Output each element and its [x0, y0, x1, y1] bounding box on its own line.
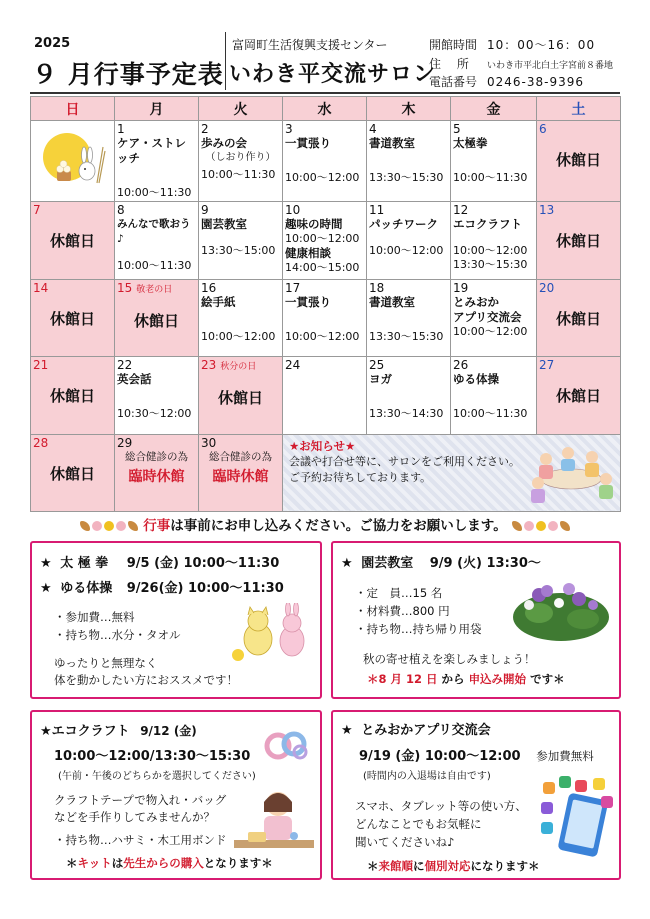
banner-advance: 事前にお申し込み	[183, 518, 292, 534]
day-cell-7	[31, 202, 115, 280]
day-number: 4	[369, 122, 377, 136]
event-name: ヨガ	[369, 372, 392, 387]
day-cell-2	[199, 121, 283, 202]
day-cell-1	[115, 121, 199, 202]
foot-suffix: になります＊	[470, 859, 540, 873]
day-number: 28	[33, 435, 49, 450]
app-date: 9/19 (金) 10:00〜12:00	[359, 749, 521, 764]
day-cell-4	[367, 121, 451, 202]
eco-msg-2: などを手作りしてみませんか？	[54, 810, 215, 824]
address-label: 住 所	[429, 57, 469, 71]
taikyoku-items: ・持ち物…水分・タオル	[54, 628, 181, 642]
day-cell-21	[31, 357, 115, 435]
foot-particle: に	[413, 859, 425, 873]
taikyoku-date: 9/5 (金) 10:00〜11:30	[126, 556, 280, 571]
event-name-2: アプリ交流会	[453, 309, 522, 324]
event-name: 太極拳	[453, 136, 488, 150]
eco-msg-1: クラフトテープで物入れ・バッグ	[54, 793, 227, 807]
day-number: 5	[453, 122, 461, 136]
engei-msg: 秋の寄せ植えを楽しみましょう！	[363, 652, 536, 666]
foot-arrival-order: 来館順	[378, 859, 413, 873]
closed-label: 休館日	[555, 151, 601, 169]
star-icon: ★	[341, 723, 353, 738]
craft-tape-icon	[264, 730, 310, 760]
closed-label: 休館日	[49, 464, 95, 483]
taikyoku-line	[40, 555, 279, 573]
app-name: とみおかアプリ交流会	[361, 723, 491, 738]
event-time: 13:30〜15:30	[369, 171, 444, 184]
week-row	[31, 434, 621, 512]
app-note: (時間内の入退場は自由です)	[363, 771, 491, 782]
day-number: 24	[285, 358, 301, 373]
acorn-icon	[80, 521, 90, 531]
day-cell-23	[199, 357, 283, 435]
weekday-fri: 金	[451, 97, 537, 121]
meeting-people-icon	[526, 441, 616, 505]
salon-name: いわき平交流サロン	[229, 62, 437, 87]
apply-date: 8 月 12 日	[378, 672, 438, 686]
moon-icon	[104, 521, 114, 531]
moon-rabbit-icon	[39, 127, 109, 191]
banner-rest: ください。ご協力をお願いします。	[291, 518, 507, 534]
day-number: 13	[539, 203, 555, 217]
day-cell-11	[367, 202, 451, 280]
rabbit-icon	[524, 521, 534, 531]
day-number: 27	[539, 358, 555, 373]
day-number: 26	[453, 358, 469, 373]
event-name: 書道教室	[369, 136, 415, 150]
day-cell-17	[283, 279, 367, 357]
app-msg-3: 聞いてくださいね♪	[355, 835, 455, 849]
day-number: 3	[285, 122, 293, 136]
phone-value: 0246-38-9396	[487, 75, 585, 89]
day-number: 20	[539, 280, 555, 295]
smartphone-apps-icon	[539, 774, 615, 858]
event-time: 10:00〜11:30	[201, 168, 276, 181]
apply-prefix: ＊	[367, 672, 379, 686]
address-row	[429, 55, 613, 72]
event-time: 10:00〜12:00	[285, 329, 360, 343]
taikyoku-fee: ・参加費…無料	[54, 610, 135, 624]
event-name-2: 健康相談	[285, 246, 331, 260]
eco-time: 10:00〜12:00/13:30〜15:30	[54, 749, 251, 764]
day-number: 12	[453, 203, 469, 217]
star-icon: ★	[341, 556, 353, 571]
kit-prefix: ＊	[66, 856, 78, 870]
foot-prefix: ＊	[367, 859, 379, 873]
event-time: 10:00〜12:00	[453, 324, 528, 338]
day-number: 14	[33, 280, 49, 295]
temporary-closure: 臨時休館	[128, 468, 185, 485]
event-name: ゆる体操	[453, 372, 499, 387]
day-number-value: 23	[201, 358, 217, 373]
app-schedule-row	[359, 748, 594, 765]
day-number: 16	[201, 280, 217, 295]
yurutaiso-name: ゆる体操	[60, 581, 113, 596]
header-rule	[30, 92, 620, 94]
kit-rest: 先生からの購入	[123, 856, 204, 870]
day-cell-27	[537, 357, 621, 435]
kenshin-note: 総合健診の為	[209, 450, 272, 463]
moon-icon	[536, 521, 546, 531]
day-number: 22	[117, 358, 133, 373]
weekday-sun: 日	[31, 97, 115, 121]
apply-from: から	[441, 672, 465, 686]
event-time: 13:30〜14:30	[369, 407, 444, 421]
event-time: 10:00〜12:00	[285, 232, 360, 245]
day-cell-25	[367, 357, 451, 435]
day-number: 1	[117, 122, 125, 136]
event-name: ケア・ストレッチ	[117, 136, 186, 165]
acorn-icon	[512, 521, 522, 531]
day-number: 29	[117, 435, 133, 450]
event-name: 一貫張り	[285, 136, 331, 150]
day-number: 11	[369, 203, 385, 217]
closed-label: 休館日	[49, 309, 95, 328]
day-number-value: 15	[117, 280, 133, 295]
event-name: 英会話	[117, 372, 152, 387]
day-cell-29	[115, 434, 199, 512]
event-name: 歩みの会	[201, 136, 247, 150]
weekday-sat: 土	[537, 97, 621, 121]
temporary-closure: 臨時休館	[212, 468, 269, 485]
event-time: 13:30〜15:30	[369, 329, 444, 343]
closed-label: 休館日	[133, 311, 179, 330]
event-time: 10:00〜12:00	[201, 329, 276, 343]
eco-line	[40, 722, 197, 741]
potted-flowers-icon	[509, 573, 613, 647]
day-cell-3	[283, 121, 367, 202]
closed-label: 休館日	[49, 387, 95, 406]
day-cell-6	[537, 121, 621, 202]
event-time-2: 14:00〜15:00	[285, 261, 360, 274]
kenshin-note: 総合健診の為	[125, 450, 188, 463]
day-cell-18	[367, 279, 451, 357]
closed-label: 休館日	[49, 232, 95, 250]
eco-date: 9/12 (金)	[140, 724, 197, 738]
day-cell-20	[537, 279, 621, 357]
engei-capacity: ・定 員…15 名	[355, 586, 443, 600]
weekday-wed: 水	[283, 97, 367, 121]
eco-items: ・持ち物…ハサミ・木工用ボンド	[54, 833, 227, 847]
event-time-2: 13:30〜15:30	[453, 258, 528, 271]
day-number	[117, 281, 196, 297]
yurutaiso-date: 9/26(金) 10:00〜11:30	[126, 581, 284, 596]
app-foot	[367, 858, 540, 875]
event-time: 10:00〜12:00	[453, 244, 528, 257]
event-time: 10:00〜11:30	[117, 259, 192, 272]
header-divider	[225, 32, 226, 90]
day-cell-16	[199, 279, 283, 357]
banner-word-events: 行事	[143, 518, 171, 534]
event-time: 10:00〜11:30	[117, 186, 192, 199]
apply-start: 申込み開始	[468, 672, 527, 686]
app-msg-1: スマホ、タブレット等の使い方、	[355, 799, 527, 813]
day-cell-10	[283, 202, 367, 280]
event-time: 10:30〜12:00	[117, 407, 192, 421]
day-cell-5	[451, 121, 537, 202]
day-cell-12	[451, 202, 537, 280]
exercising-animals-icon	[228, 603, 318, 665]
day-number: 6	[539, 122, 547, 136]
day-number: 10	[285, 203, 301, 217]
event-time: 13:30〜15:00	[201, 244, 276, 257]
day-cell-24	[283, 357, 367, 435]
rabbit-icon	[92, 521, 102, 531]
phone-label: 電話番号	[429, 75, 478, 89]
notice-line-2: ご予約お待ちしております。	[289, 470, 432, 484]
taikyoku-msg-2: 体を動かしたい方におススメです！	[54, 673, 238, 687]
kit-word: キット	[77, 856, 112, 870]
engei-material: ・材料費…800 円	[355, 604, 450, 618]
weekday-tue: 火	[199, 97, 283, 121]
day-number	[201, 358, 280, 374]
eco-box	[30, 710, 322, 880]
day-cell-9	[199, 202, 283, 280]
day-number: 19	[453, 280, 469, 295]
week-row	[31, 202, 621, 280]
page-title: ９ 月行事予定表	[32, 60, 224, 89]
day-cell-28	[31, 434, 115, 512]
taikyoku-msg-1: ゆったりと無理なく	[54, 656, 158, 670]
day-cell-14	[31, 279, 115, 357]
eco-note: (午前・午後のどちらかを選択してください)	[58, 771, 256, 782]
star-icon: ★	[40, 724, 52, 739]
rabbit-icon	[548, 521, 558, 531]
week-row	[31, 279, 621, 357]
yurutaiso-line	[40, 580, 284, 598]
event-name: 一貫張り	[285, 294, 331, 309]
day-number: 30	[201, 435, 217, 450]
star-icon: ★	[40, 581, 52, 596]
day-cell-19	[451, 279, 537, 357]
holiday-name: 敬老の日	[136, 284, 173, 295]
event-name: とみおか	[453, 294, 499, 309]
engei-line	[341, 555, 541, 573]
day-cell-22	[115, 357, 199, 435]
event-name: 書道教室	[369, 294, 415, 309]
leaf-icon	[128, 521, 138, 531]
closed-label: 休館日	[217, 389, 263, 408]
day-number: 8	[117, 203, 125, 217]
kit-mid: は	[111, 856, 124, 870]
apply-suffix: です＊	[530, 672, 565, 686]
week-row	[31, 121, 621, 202]
day-cell-26	[451, 357, 537, 435]
event-name: パッチワーク	[369, 217, 438, 231]
closed-label: 休館日	[555, 232, 601, 250]
phone-row	[429, 73, 584, 90]
hours-value: 10：00〜16：00	[487, 38, 596, 52]
day-number: 2	[201, 122, 209, 136]
eco-name: エコクラフト	[51, 724, 130, 739]
engei-box	[331, 541, 621, 699]
app-msg-2: どんなことでもお気軽に	[355, 817, 482, 831]
app-fee: 参加費無料	[536, 749, 594, 763]
event-time: 10:00〜12:00	[369, 244, 444, 257]
foot-individual: 個別対応	[424, 859, 471, 873]
day-cell-8	[115, 202, 199, 280]
taikyoku-box	[30, 541, 322, 699]
event-name: 趣味の時間	[285, 217, 343, 231]
closed-label: 休館日	[555, 309, 601, 328]
notice-title: ★お知らせ★	[289, 438, 356, 453]
address-value: いわき市平北白土字宮前８番地	[487, 61, 614, 71]
closed-label: 休館日	[555, 387, 601, 406]
reservation-banner	[30, 514, 620, 534]
year: 2025	[34, 36, 71, 51]
event-time: 10:00〜12:00	[285, 171, 360, 184]
notice-line-1: 会議や打合せ等に、サロンをご利用ください。	[289, 454, 520, 468]
day-number: 18	[369, 280, 385, 295]
kit-suffix: となります＊	[203, 856, 273, 870]
day-number: 17	[285, 280, 301, 295]
engei-name: 園芸教室	[361, 556, 414, 571]
woman-crafting-icon	[228, 788, 318, 858]
banner-particle: は	[170, 518, 184, 534]
rabbit-icon	[116, 521, 126, 531]
engei-date: 9/9 (火) 13:30〜	[429, 556, 541, 571]
event-subtitle: （しおり作り）	[205, 152, 276, 163]
week-row	[31, 357, 621, 435]
hours-row	[429, 36, 595, 53]
center-name: 富岡町生活復興支援センター	[232, 38, 388, 52]
event-time: 10:00〜11:30	[453, 407, 528, 421]
event-name: 絵手紙	[201, 294, 236, 309]
notice-cell	[283, 434, 621, 512]
day-cell-15	[115, 279, 199, 357]
day-number: 9	[201, 203, 209, 217]
app-line	[341, 722, 491, 740]
day-cell-30	[199, 434, 283, 512]
day-cell-13	[537, 202, 621, 280]
taikyoku-name: 太 極 拳	[60, 556, 109, 571]
event-time: 10:00〜11:30	[453, 171, 528, 184]
hours-label: 開館時間	[429, 38, 478, 52]
star-icon: ★	[40, 556, 52, 571]
day-number: 21	[33, 358, 49, 373]
event-name: 園芸教室	[201, 217, 247, 231]
app-box	[331, 710, 621, 880]
engei-apply	[367, 671, 565, 688]
weekday-thu: 木	[367, 97, 451, 121]
day-number: 25	[369, 358, 385, 373]
day-number: 7	[33, 203, 41, 217]
event-name: エコクラフト	[453, 217, 522, 231]
holiday-name: 秋分の日	[220, 362, 257, 373]
calendar-table	[30, 96, 621, 512]
weekday-header-row	[31, 97, 621, 121]
event-name: みんなで歌おう♪	[117, 218, 191, 245]
leaf-icon	[560, 521, 570, 531]
engei-items: ・持ち物…持ち帰り用袋	[355, 622, 482, 636]
moon-rabbit-cell	[31, 121, 115, 202]
weekday-mon: 月	[115, 97, 199, 121]
